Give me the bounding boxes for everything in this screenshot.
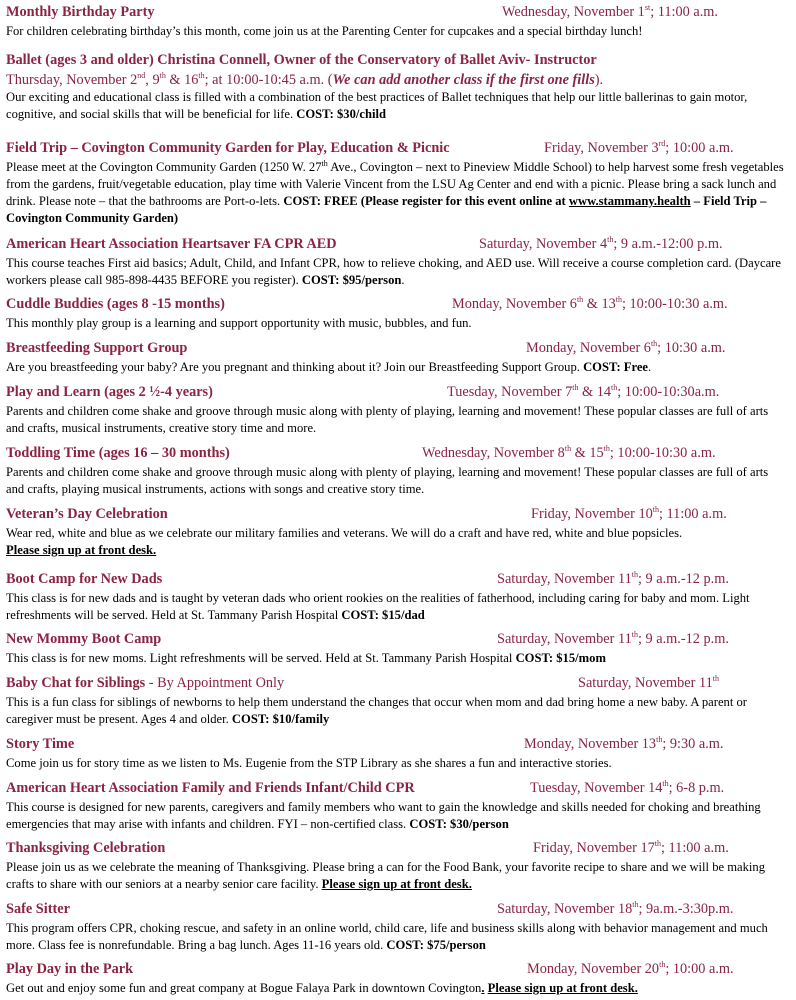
event-family-friends-cpr — [6, 780, 788, 833]
event-description: Wear red, white and blue as we celebrate our military families and veterans. We will do a craft and have red, white and blue popsicles. Please sign up at front desk. — [6, 526, 683, 557]
event-date: Saturday, November 18th; 9a.m.-3:30p.m. — [497, 900, 734, 917]
event-breastfeeding-support — [6, 340, 788, 376]
event-description: Are you breastfeeding your baby? Are you pregnant and thinking about it? Join our Breastfeeding Support Group. COST: Free. — [6, 360, 652, 374]
event-date: Saturday, November 11th — [578, 674, 719, 691]
event-cost: COST: $15/mom — [515, 651, 606, 665]
event-description: This course is designed for new parents, caregivers and family members who want to gain the knowledge and skills needed for choking and breathing emergencies that may arise with infants and children. FYI – non-certified class. COST: $30/person — [6, 800, 761, 831]
event-safe-sitter — [6, 901, 788, 954]
event-description: This class is for new moms. Light refreshments will be served. Held at St. Tammany Parish Hospital COST: $15/mom — [6, 651, 606, 665]
event-title: Cuddle Buddies (ages 8 -15 months) — [6, 296, 225, 312]
event-boot-camp-dads — [6, 571, 788, 624]
event-title: Field Trip – Covington Community Garden for Play, Education & Picnic — [6, 140, 450, 156]
event-description: Parents and children come shake and groove through music along with plenty of playing, learning and movement! These popular classes are full of arts and crafts, playing musical instruments, actions with songs and creative story time. — [6, 465, 769, 496]
event-ballet — [6, 52, 788, 123]
event-description: Parents and children come shake and groove through music along with plenty of playing, learning and movement! These popular classes are full of arts and crafts, musical instruments, creative story time and more. — [6, 404, 769, 435]
event-heartsaver-cpr — [6, 236, 788, 289]
event-description: Get out and enjoy some fun and great company at Bogue Falaya Park in downtown Covington. Please sign up at front desk. — [6, 981, 638, 995]
event-title: Baby Chat for Siblings - By Appointment Only — [6, 675, 285, 691]
event-title: American Heart Association Family and Friends Infant/Child CPR — [6, 780, 415, 796]
event-title: Veteran’s Day Celebration — [6, 506, 168, 522]
event-toddling-time — [6, 445, 788, 498]
event-description: Please meet at the Covington Community Garden (1250 W. 27th Ave., Covington – next to Pineview Middle School) to help harvest some fresh vegetables from the gardens, fruit/vegetable education, play time with Valerie Vincent from the LSU Ag Center and end with a picnic. Please bring a sack lunch and drink. Please note – that the bathrooms are Port-o-lets. COST: FREE (Please register for this event online at www.stammany.health – Field Trip – Covington Community Garden) — [6, 158, 784, 225]
event-date: Friday, November 10th; 11:00 a.m. — [531, 505, 727, 522]
event-title: Boot Camp for New Dads — [6, 571, 163, 587]
event-baby-chat-siblings — [6, 675, 788, 728]
website-link[interactable]: www.stammany.health — [568, 194, 691, 208]
event-title: Monthly Birthday Party — [6, 4, 155, 20]
event-date: Wednesday, November 8th & 15th; 10:00-10:30 a.m. — [422, 444, 716, 461]
appointment-note: - By Appointment Only — [145, 675, 285, 691]
event-field-trip — [6, 140, 788, 227]
event-story-time — [6, 736, 788, 772]
event-date: Tuesday, November 7th & 14th; 10:00-10:30a.m. — [447, 383, 720, 400]
event-title: Breastfeeding Support Group — [6, 340, 188, 356]
event-cost: COST: $15/dad — [341, 608, 425, 622]
event-thanksgiving — [6, 840, 788, 893]
event-date: Monday, November 13th; 9:30 a.m. — [524, 735, 724, 752]
event-description: This class is for new dads and is taught by veteran dads who orient rookies on the realities of fatherhood, including caring for baby and mom. Light refreshments will be served. Held at St. Tammany Parish Hospital COST: $15/dad — [6, 591, 750, 622]
signup-note: Please sign up at front desk. — [321, 877, 472, 891]
event-title: Ballet (ages 3 and older) Christina Connell, Owner of the Conservatory of Ballet Aviv- Instructor — [6, 52, 597, 68]
event-date: Monday, November 20th; 10:00 a.m. — [527, 960, 734, 977]
event-cost: COST: Free — [583, 360, 649, 374]
event-date: Saturday, November 11th; 9 a.m.-12 p.m. — [497, 570, 729, 587]
event-schedule: Thursday, November 2nd, 9th & 16th; at 10:00-10:45 a.m. (We can add another class if the first one fills). — [6, 71, 604, 88]
signup-note: Please sign up at front desk. — [487, 981, 638, 995]
event-title: Safe Sitter — [6, 901, 70, 917]
event-cost: COST: $95/person — [301, 273, 402, 287]
event-date: Monday, November 6th; 10:30 a.m. — [526, 339, 726, 356]
event-description: This program offers CPR, choking rescue, and safety in an online world, child care, life and business skills along with behavior management and much more. Class fee is nonrefundable. Bring a bag lunch. Ages 11-16 years old. COST: $75/person — [6, 921, 768, 952]
event-title: Toddling Time (ages 16 – 30 months) — [6, 445, 230, 461]
event-title: New Mommy Boot Camp — [6, 631, 162, 647]
event-cost: COST: $30/person — [409, 817, 509, 831]
event-title: American Heart Association Heartsaver FA CPR AED — [6, 236, 337, 252]
signup-note: Please sign up at front desk. — [6, 543, 157, 557]
event-date: Saturday, November 4th; 9 a.m.-12:00 p.m. — [479, 235, 723, 252]
event-date: Saturday, November 11th; 9 a.m.-12 p.m. — [497, 630, 729, 647]
event-title: Play and Learn (ages 2 ½-4 years) — [6, 384, 213, 400]
event-cost: COST: $30/child — [293, 107, 386, 121]
event-play-and-learn — [6, 384, 788, 437]
event-date: Tuesday, November 14th; 6-8 p.m. — [530, 779, 725, 796]
event-description: For children celebrating birthday’s this month, come join us at the Parenting Center for cupcakes and a special birthday lunch! — [6, 24, 643, 38]
event-cost: COST: $75/person — [386, 938, 486, 952]
event-date: Friday, November 3rd; 10:00 a.m. — [544, 139, 734, 156]
event-description: Our exciting and educational class is filled with a combination of the best practices of Ballet techniques that help our little ballerinas to gain motor, cognitive, and social skills that will be beneficial for life. COST: $30/child — [6, 90, 748, 121]
event-description: This course teaches First aid basics; Adult, Child, and Infant CPR, how to relieve choking, and AED use. Will receive a course completion card. (Daycare workers please call 985-898-4435 BEFORE you register). COST: $95/person. — [6, 256, 781, 287]
event-play-day-park — [6, 961, 788, 997]
event-new-mommy-boot-camp — [6, 631, 788, 667]
event-title: Play Day in the Park — [6, 961, 134, 977]
event-description: Come join us for story time as we listen to Ms. Eugenie from the STP Library as she shares a fun and interactive stories. — [6, 756, 612, 770]
event-veterans-day — [6, 506, 788, 559]
event-monthly-birthday-party — [6, 4, 788, 40]
event-date: Monday, November 6th & 13th; 10:00-10:30 a.m. — [452, 295, 728, 312]
event-title: Story Time — [6, 736, 75, 752]
event-description: This monthly play group is a learning and support opportunity with music, bubbles, and fun. — [6, 316, 472, 330]
event-cost: COST: $10/family — [231, 712, 330, 726]
event-description: This is a fun class for siblings of newborns to help them understand the changes that occur when mom and dad bring home a new baby. A parent or caregiver must be present. Ages 4 and older. COST: $10/family — [6, 695, 747, 726]
event-date: Wednesday, November 1st; 11:00 a.m. — [502, 3, 718, 20]
event-cuddle-buddies — [6, 296, 788, 332]
event-title: Thanksgiving Celebration — [6, 840, 166, 856]
event-date: Friday, November 17th; 11:00 a.m. — [533, 839, 729, 856]
event-description: Please join us as we celebrate the meaning of Thanksgiving. Please bring a can for the Food Bank, your favorite recipe to share and we will be making crafts to share with our seniors at a nearby senior care facility. Please sign up at front desk. — [6, 860, 766, 891]
